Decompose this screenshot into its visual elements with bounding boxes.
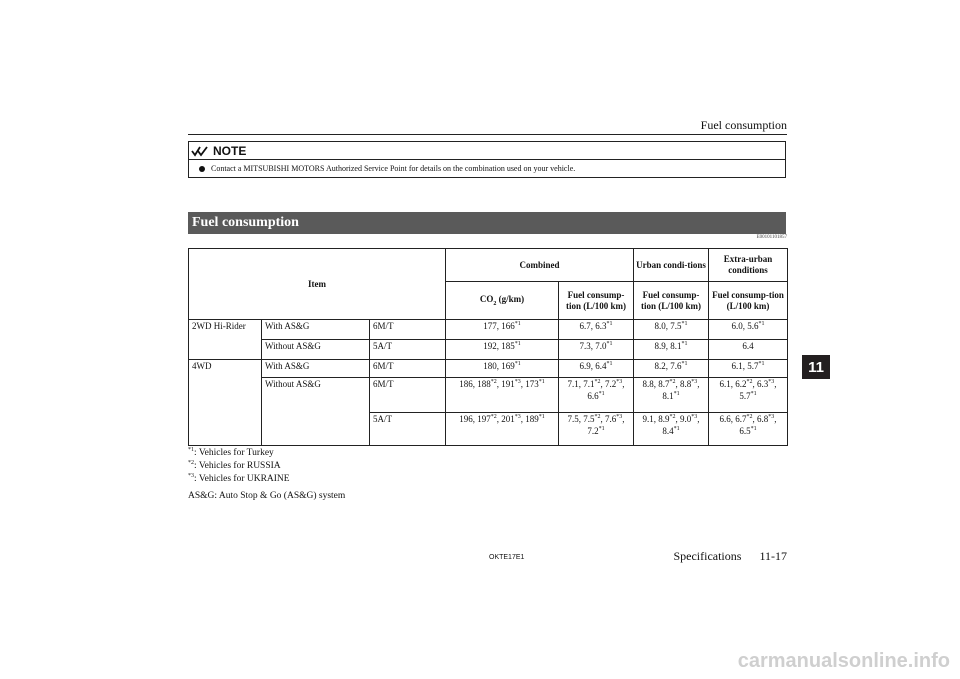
value: , <box>622 414 625 424</box>
fuel-extra-cell <box>709 413 788 446</box>
value: , <box>774 414 777 424</box>
footnote-mark: *3 <box>691 379 698 385</box>
asg-cell: With AS&G <box>262 320 370 340</box>
value: , 7.6 <box>600 414 617 424</box>
header-co2 <box>446 282 559 320</box>
co2-cell <box>446 360 559 378</box>
value: 8.4 <box>662 425 674 436</box>
note-divider <box>189 159 785 160</box>
asg-cell: With AS&G <box>262 360 370 378</box>
fuel-urban-cell <box>634 360 709 378</box>
value: 192, 185 <box>483 341 515 351</box>
footnotes <box>188 447 290 486</box>
fuel-urban-cell <box>634 413 709 446</box>
fuel-extra-cell <box>709 340 788 360</box>
value: 9.1, 8.9 <box>642 414 670 424</box>
footnote-mark: *1 <box>681 361 688 367</box>
note-item <box>199 164 575 173</box>
page-footer <box>673 549 787 564</box>
fuel-combined-cell <box>559 340 634 360</box>
footnote-mark: *1 <box>750 390 757 397</box>
value: 6.6 <box>587 390 599 401</box>
header-extra-urban: Extra-urban conditions <box>709 249 788 282</box>
footnote-mark: *3 <box>514 379 521 385</box>
bullet-icon <box>199 166 205 172</box>
footnote-mark: *1 <box>514 321 521 327</box>
footnote-mark: *1 <box>673 390 680 397</box>
value: 6.5 <box>739 425 751 436</box>
footnote-mark: *2 <box>490 414 497 420</box>
value: , <box>774 379 777 389</box>
running-header-title: Fuel consumption <box>700 118 787 132</box>
fuel-extra-cell <box>709 378 788 413</box>
note-box <box>188 141 786 178</box>
value: 6.7, 6.3 <box>579 321 607 331</box>
footnote-text: : Vehicles for RUSSIA <box>194 460 281 471</box>
transmission-cell: 6M/T <box>370 378 446 413</box>
header-fuel-extra: Fuel consump-tion (L/100 km) <box>709 282 788 320</box>
value: , 7.2 <box>600 379 617 389</box>
footer-section: Specifications <box>673 549 742 563</box>
value: 8.2, 7.6 <box>654 361 682 371</box>
value: , 173 <box>520 379 539 389</box>
co2-cell <box>446 320 559 340</box>
abbreviation-note: AS&G: Auto Stop & Go (AS&G) system <box>188 491 346 501</box>
value: 8.0, 7.5 <box>654 321 682 331</box>
footnote-mark: *3 <box>514 414 521 420</box>
page-number: 11-17 <box>759 549 787 563</box>
footnote-mark: *2 <box>746 414 753 420</box>
value: 6.6, 6.7 <box>719 414 747 424</box>
footnote-mark: *1 <box>673 425 680 432</box>
footnote-mark: *3 <box>691 414 698 420</box>
fuel-consumption-table <box>188 248 788 446</box>
footnote-mark: *1 <box>598 425 605 432</box>
footnote-mark: *1 <box>538 414 545 420</box>
value: 177, 166 <box>483 321 515 331</box>
fuel-urban-cell <box>634 320 709 340</box>
footnote-mark: *2 <box>746 379 753 385</box>
footnote-mark: *2 <box>669 379 676 385</box>
footnote-text: : Vehicles for UKRAINE <box>194 473 290 484</box>
value: , 201 <box>496 414 515 424</box>
transmission-cell: 5A/T <box>370 340 446 360</box>
fuel-combined-cell <box>559 360 634 378</box>
model-cell: 2WD Hi-Rider <box>189 320 262 360</box>
value: 7.1, 7.1 <box>567 379 595 389</box>
value: 180, 169 <box>483 361 515 371</box>
header-fuel-urban: Fuel consump-tion (L/100 km) <box>634 282 709 320</box>
footnote-mark: *2 <box>594 414 601 420</box>
value: 8.9, 8.1 <box>654 341 682 351</box>
transmission-cell: 6M/T <box>370 360 446 378</box>
section-title: Fuel consumption <box>188 212 786 234</box>
footnote-mark: *1 <box>598 390 605 397</box>
value: , <box>622 379 625 389</box>
table-row <box>189 360 788 378</box>
footnote-mark: *3 <box>188 472 194 479</box>
fuel-extra-cell <box>709 360 788 378</box>
footnote-mark: *1 <box>514 361 521 367</box>
footnote-mark: *2 <box>669 414 676 420</box>
footnote-mark: *1 <box>538 379 545 385</box>
transmission-cell: 5A/T <box>370 413 446 446</box>
value: 7.3, 7.0 <box>579 341 607 351</box>
note-check-icon <box>191 145 209 157</box>
section-code: E00101101857 <box>756 235 787 240</box>
co2-cell <box>446 378 559 413</box>
fuel-combined-cell <box>559 320 634 340</box>
value: 8.1 <box>662 390 674 401</box>
footnote-mark: *1 <box>681 321 688 327</box>
value: , 9.0 <box>675 414 692 424</box>
fuel-urban-cell <box>634 340 709 360</box>
table-row <box>189 378 788 413</box>
footnote-mark: *1 <box>758 321 765 327</box>
note-text: Contact a MITSUBISHI MOTORS Authorized Service Point for details on the combination used on your vehicle. <box>211 164 576 173</box>
co2-cell <box>446 413 559 446</box>
footnote-mark: *2 <box>490 379 497 385</box>
value: 196, 197 <box>459 414 491 424</box>
header-combined: Combined <box>446 249 634 282</box>
fuel-combined-cell <box>559 413 634 446</box>
footnote-mark: *1 <box>758 361 765 367</box>
header-rule <box>188 134 787 135</box>
footnote <box>188 460 290 473</box>
value: , <box>697 414 700 424</box>
note-header <box>191 144 246 158</box>
co2-cell <box>446 340 559 360</box>
footnote-mark: *1 <box>514 341 521 347</box>
transmission-cell: 6M/T <box>370 320 446 340</box>
footnote-mark: *1 <box>681 341 688 347</box>
value: 6.4 <box>742 341 754 351</box>
footnote-mark: *1 <box>606 341 613 347</box>
fuel-extra-cell <box>709 320 788 340</box>
footnote-mark: *2 <box>188 459 194 466</box>
value: 6.1, 5.7 <box>731 361 759 371</box>
footnote-text: : Vehicles for Turkey <box>194 448 274 458</box>
co2-subscript: 2 <box>493 300 497 307</box>
model-cell: 4WD <box>189 360 262 446</box>
watermark: carmanualsonline.info <box>737 650 950 672</box>
value: 6.1, 6.2 <box>719 379 747 389</box>
footnote-mark: *3 <box>616 379 623 385</box>
footnote-mark: *1 <box>606 321 613 327</box>
footnote <box>188 473 290 486</box>
value: , 6.3 <box>752 379 769 389</box>
note-label: NOTE <box>213 144 247 158</box>
footnote <box>188 447 290 460</box>
footnote-mark: *1 <box>188 446 194 453</box>
value: 5.7 <box>739 390 751 401</box>
chapter-tab[interactable]: 11 <box>802 355 830 379</box>
header-urban: Urban condi-tions <box>634 249 709 282</box>
table-row <box>189 340 788 360</box>
co2-label: CO <box>479 293 494 304</box>
value: 6.9, 6.4 <box>579 361 607 371</box>
value: 6.0, 5.6 <box>731 321 759 331</box>
header-fuel-combined: Fuel consump-tion (L/100 km) <box>559 282 634 320</box>
footnote-mark: *1 <box>606 361 613 367</box>
fuel-urban-cell <box>634 378 709 413</box>
value: 7.5, 7.5 <box>567 414 595 424</box>
value: 8.8, 8.7 <box>642 379 670 389</box>
footnote-mark: *3 <box>616 414 623 420</box>
value: , 6.8 <box>752 414 769 424</box>
value: 186, 188 <box>459 379 491 389</box>
co2-unit: (g/km) <box>496 293 525 304</box>
table-row <box>189 320 788 340</box>
footnote-mark: *2 <box>594 379 601 385</box>
document-code: OKTE17E1 <box>489 554 525 561</box>
value: , 191 <box>496 379 515 389</box>
asg-cell: Without AS&G <box>262 378 370 446</box>
value: , <box>697 379 700 389</box>
value: , 189 <box>520 414 539 424</box>
asg-cell: Without AS&G <box>262 340 370 360</box>
footnote-mark: *3 <box>768 414 775 420</box>
value: 7.2 <box>587 425 599 436</box>
fuel-combined-cell <box>559 378 634 413</box>
footnote-mark: *3 <box>768 379 775 385</box>
header-item: Item <box>189 249 446 320</box>
footnote-mark: *1 <box>750 425 757 432</box>
value: , 8.8 <box>675 379 692 389</box>
